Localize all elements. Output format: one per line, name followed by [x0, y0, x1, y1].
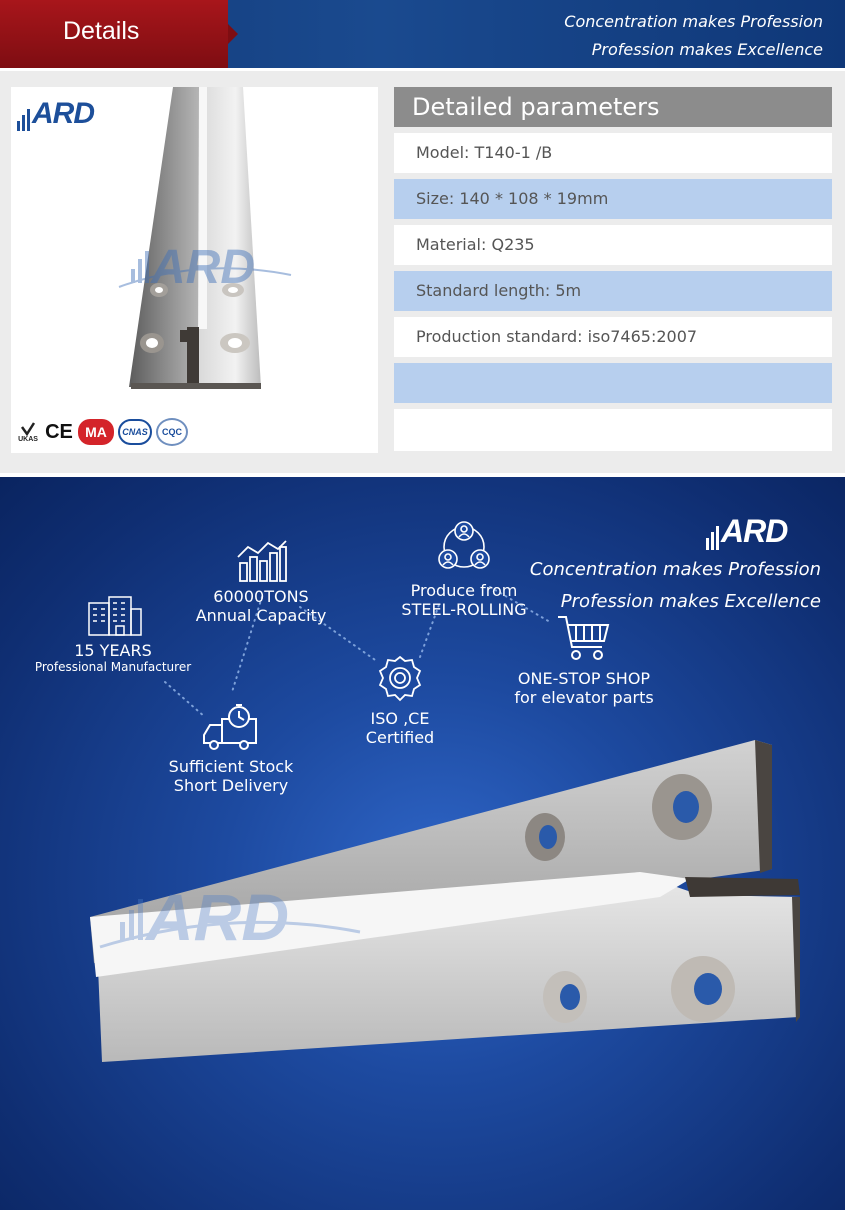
- cert-ce-icon: CE: [45, 420, 73, 443]
- brand-logo-text: ARD: [32, 97, 94, 130]
- guide-rail-large-image: [0, 477, 845, 1210]
- product-photo-card: [11, 87, 378, 453]
- param-row-material: Material: Q235: [394, 225, 832, 265]
- feature-stock-delivery-title: Sufficient Stock: [168, 757, 294, 776]
- param-row-model: Model: T140-1 /B: [394, 133, 832, 173]
- banner-brand-logo-text: ARD: [721, 513, 788, 549]
- promo-banner: [0, 477, 845, 1210]
- feature-15-years-title: 15 YEARS: [74, 641, 152, 660]
- header-slogan-line1: Concentration makes Profession: [564, 12, 823, 31]
- param-row-length: Standard length: 5m: [394, 271, 832, 311]
- certification-marks: [16, 418, 188, 446]
- feature-stock-delivery-sub: Short Delivery: [173, 776, 289, 795]
- cert-cqc-icon: CQC: [156, 418, 188, 446]
- svg-text:ARD: ARD: [146, 880, 289, 954]
- feature-15-years-sub: Professional Manufacturer: [34, 660, 192, 674]
- param-row-size: Size: 140 * 108 * 19mm: [394, 179, 832, 219]
- feature-one-stop-shop-title: ONE-STOP SHOP: [517, 669, 651, 688]
- banner-slogan-line1: Concentration makes Profession: [529, 559, 821, 580]
- feature-one-stop-shop-sub: for elevator parts: [514, 688, 654, 707]
- page-header: [0, 0, 845, 68]
- banner-slogan-line2: Profession makes Excellence: [560, 591, 821, 612]
- feature-steel-rolling-sub: STEEL-ROLLING: [401, 600, 527, 619]
- feature-iso-ce-sub: Certified: [365, 728, 435, 747]
- param-row-standard: Production standard: iso7465:2007: [394, 317, 832, 357]
- feature-steel-rolling-title: Produce from: [410, 581, 518, 600]
- param-row-empty-1: [394, 363, 832, 403]
- svg-text:ARD: ARD: [151, 241, 255, 294]
- parameters-table: [394, 87, 832, 451]
- feature-capacity-sub: Annual Capacity: [195, 606, 327, 625]
- details-tab-label: Details: [63, 17, 140, 45]
- param-row-empty-2: [394, 409, 832, 451]
- feature-capacity-title: 60000TONS: [213, 587, 309, 606]
- feature-iso-ce-title: ISO ,CE: [370, 709, 430, 728]
- details-tab: [0, 0, 228, 68]
- guide-rail-product-image: [11, 87, 378, 407]
- cert-ma-icon: MA: [78, 419, 114, 445]
- cert-cnas-icon: CNAS: [118, 419, 152, 445]
- details-panel: [0, 71, 845, 473]
- cert-ukas-icon: UKAS: [16, 419, 40, 445]
- header-slogan-line2: Profession makes Excellence: [591, 40, 823, 59]
- parameters-title: Detailed parameters: [394, 87, 832, 127]
